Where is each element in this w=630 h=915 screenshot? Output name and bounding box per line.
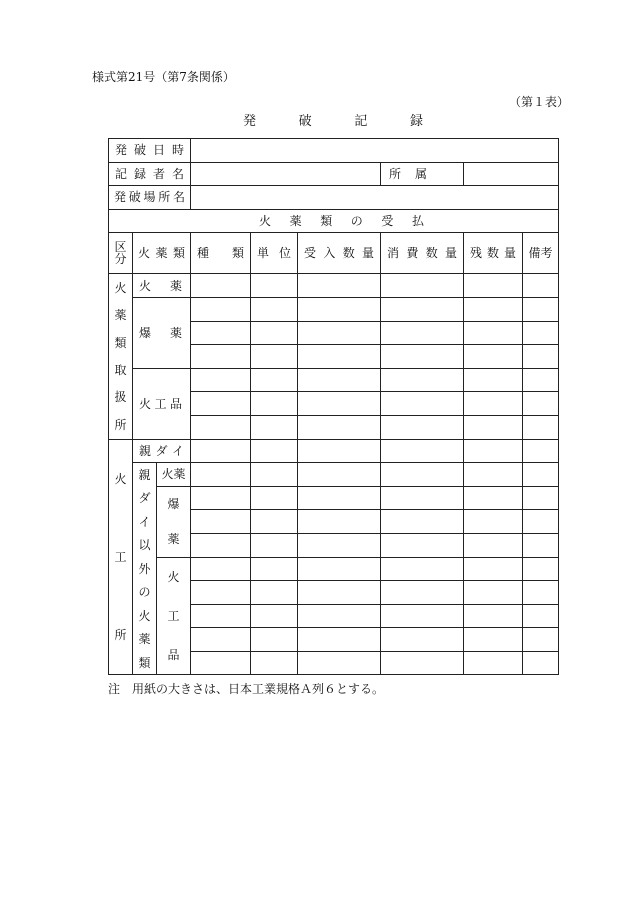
title-char: 破 — [298, 114, 312, 129]
table-row — [109, 439, 559, 463]
gunpowder-label: 火 薬 — [133, 274, 191, 298]
blasting-explosive-label: 爆 薬 — [133, 297, 191, 368]
blasting-explosive-sub-label: 爆 薬 — [157, 486, 191, 557]
blasting-datetime-label: 発 破 日 時 — [109, 139, 191, 163]
gunpowder-sub-label: 火薬 — [157, 463, 191, 487]
affiliation-field[interactable] — [464, 162, 559, 186]
blasting-site-label: 発 破 場 所 名 — [109, 186, 191, 210]
recorder-name-field[interactable] — [191, 162, 381, 186]
table-row — [109, 274, 559, 298]
affiliation-label: 所 属 — [381, 162, 464, 186]
blasting-datetime-row — [109, 139, 559, 163]
blasting-site-field[interactable] — [191, 186, 559, 210]
pyrotechnic-workshop-label: 火 工 所 — [109, 439, 133, 675]
table-row — [109, 297, 559, 321]
recorder-row — [109, 162, 559, 186]
explosives-receipt-payment-title: 火 薬 類 の 受 払 — [109, 209, 559, 233]
section-title-row — [109, 209, 559, 233]
title-char: 録 — [409, 114, 423, 129]
table-row — [109, 486, 559, 510]
header-received-qty: 受 入 数 量 — [298, 233, 381, 274]
blasting-datetime-field[interactable] — [191, 139, 559, 163]
header-consumed-qty: 消 費 数 量 — [381, 233, 464, 274]
blasting-record-table — [108, 138, 559, 675]
pyrotechnic-product-sub-label: 火 工 品 — [157, 557, 191, 675]
table-row — [109, 557, 559, 581]
header-unit: 単 位 — [251, 233, 298, 274]
header-kind: 種 類 — [191, 233, 251, 274]
title-char: 記 — [354, 114, 368, 129]
header-remarks: 備考 — [523, 233, 559, 274]
footnote: 注 用紙の大きさは、日本工業規格Ａ列６とする。 — [108, 682, 385, 696]
table-row — [109, 368, 559, 392]
table-number: （第１表） — [509, 95, 570, 109]
blasting-site-row — [109, 186, 559, 210]
column-header-row — [109, 233, 559, 274]
pyrotechnic-product-label: 火 工 品 — [133, 368, 191, 439]
header-remaining-qty: 残 数 量 — [464, 233, 523, 274]
document-title — [243, 110, 423, 129]
header-explosive-type: 火 薬 類 — [133, 233, 191, 274]
primer-cartridge-label: 親 ダ イ — [133, 439, 191, 463]
form-number: 様式第21号（第7条関係） — [92, 70, 235, 84]
non-primer-explosives-label: 親 ダ イ 以 外 の 火 薬 類 — [133, 463, 157, 675]
handling-place-label: 火 薬 類 取 扱 所 — [109, 274, 133, 439]
title-char: 発 — [243, 114, 257, 129]
header-kubun: 区 分 — [109, 233, 133, 274]
recorder-name-label: 記 録 者 名 — [109, 162, 191, 186]
